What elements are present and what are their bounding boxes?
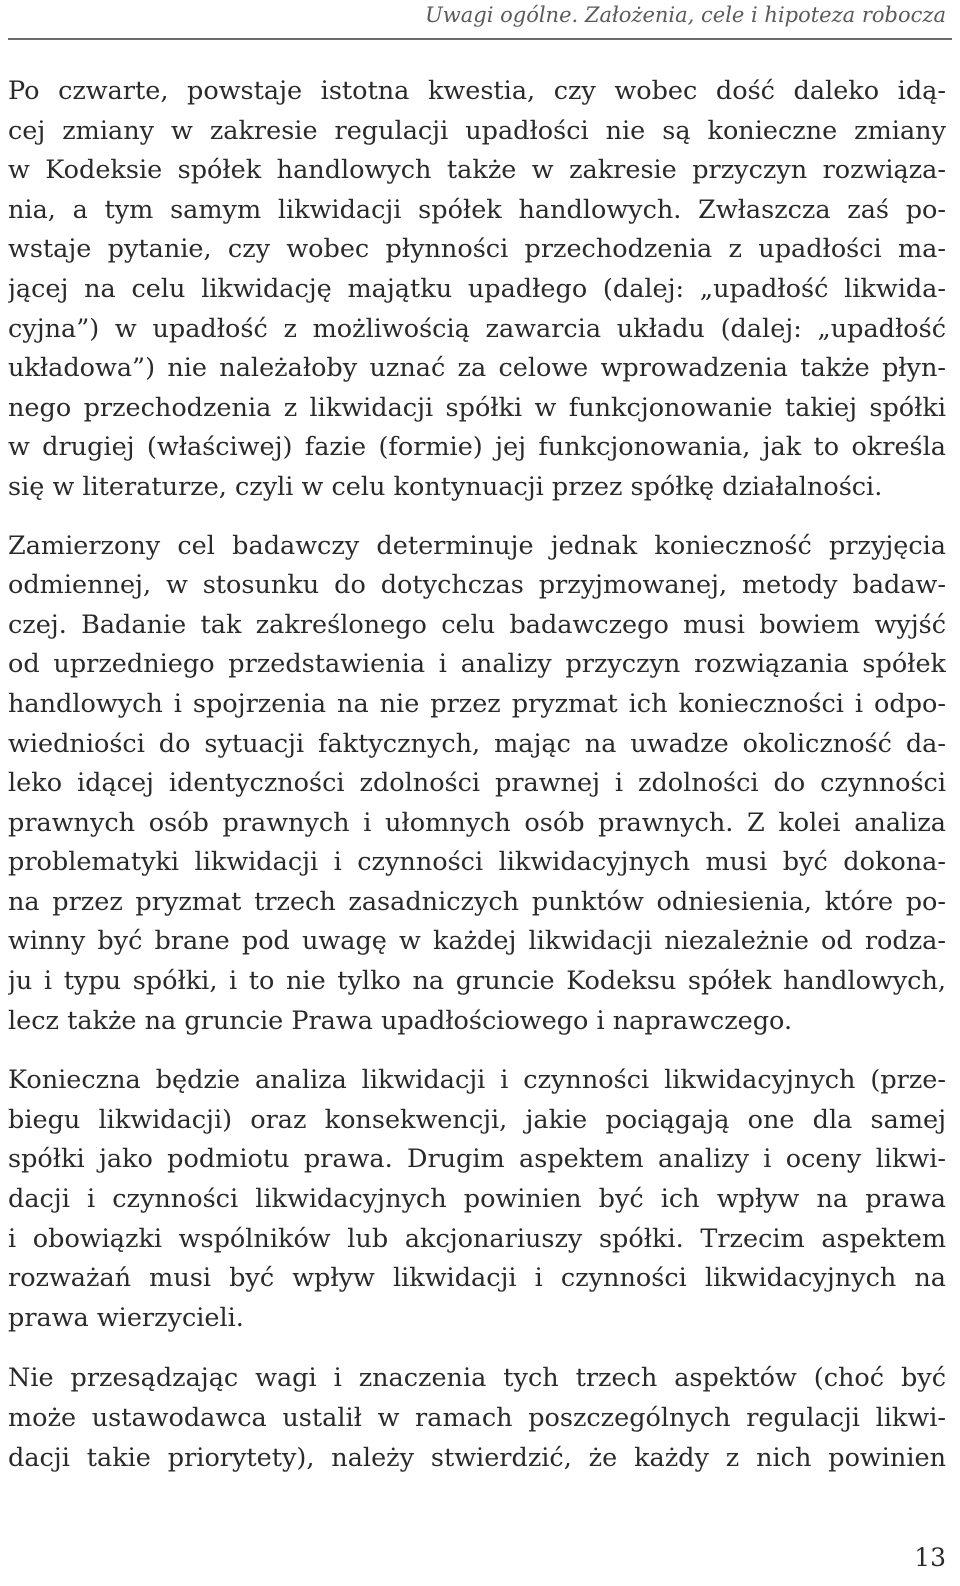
- text-line: jącej na celu likwidację majątku upadłego (dalej: „upadłość likwida-: [8, 273, 946, 304]
- text-line: układowa”) nie należałoby uznać za celowe wprowadzenia także płyn-: [8, 353, 946, 384]
- text-line: handlowych i spojrzenia na nie przez pryzmat ich konieczności i odpo-: [8, 688, 946, 719]
- text-line: nia, a tym samym likwidacji spółek handlowych. Zwłaszcza zaś po-: [8, 194, 946, 225]
- text-line: ju i typu spółki, i to nie tylko na gruncie Kodeksu spółek handlowych,: [8, 966, 946, 997]
- text-line: nego przechodzenia z likwidacji spółki w funkcjonowanie takiej spółki: [8, 392, 946, 423]
- body-text: [8, 72, 946, 1498]
- text-line: Nie przesądzając wagi i znaczenia tych trzech aspektów (choć być: [8, 1363, 946, 1394]
- text-line: biegu likwidacji) oraz konsekwencji, jakie pociągają one dla samej: [8, 1104, 946, 1135]
- text-line: leko idącej identyczności zdolności prawnej i zdolności do czynności: [8, 768, 946, 799]
- text-line: się w literaturze, czyli w celu kontynuacji przez spółkę działalności.: [8, 471, 883, 502]
- text-line: i obowiązki wspólników lub akcjonariuszy spółki. Trzecim aspektem: [8, 1223, 946, 1254]
- text-line: dacji takie priorytety), należy stwierdzić, że każdy z nich powinien: [8, 1442, 946, 1473]
- text-line: wstaje pytanie, czy wobec płynności przechodzenia z upadłości ma-: [8, 234, 946, 265]
- page-number: 13: [914, 1543, 946, 1572]
- text-line: spółki jako podmiotu prawa. Drugim aspektem analizy i oceny likwi-: [8, 1144, 946, 1175]
- paragraph: [8, 1359, 946, 1478]
- text-line: rozważań musi być wpływ likwidacji i czynności likwidacyjnych na: [8, 1263, 946, 1294]
- text-line: wiedniości do sytuacji faktycznych, mając na uwadze okoliczność da-: [8, 728, 946, 759]
- text-line: na przez pryzmat trzech zasadniczych punktów odniesienia, które po-: [8, 886, 946, 917]
- text-line: Konieczna będzie analiza likwidacji i czynności likwidacyjnych (prze-: [8, 1065, 946, 1096]
- text-line: w Kodeksie spółek handlowych także w zakresie przyczyn rozwiąza-: [8, 155, 946, 186]
- text-line: dacji i czynności likwidacyjnych powinien być ich wpływ na prawa: [8, 1184, 946, 1215]
- text-line: cej zmiany w zakresie regulacji upadłości nie są konieczne zmiany: [8, 115, 946, 146]
- text-line: prawa wierzycieli.: [8, 1302, 244, 1333]
- paragraph: [8, 1061, 946, 1338]
- text-line: winny być brane pod uwagę w każdej likwidacji niezależnie od rodza-: [8, 926, 946, 957]
- text-line: Po czwarte, powstaje istotna kwestia, czy wobec dość daleko idą-: [8, 76, 946, 106]
- text-line: Zamierzony cel badawczy determinuje jednak konieczność przyjęcia: [8, 530, 946, 561]
- text-line: lecz także na gruncie Prawa upadłościowego i naprawczego.: [8, 1005, 793, 1036]
- text-line: problematyki likwidacji i czynności likwidacyjnych musi być dokona-: [8, 847, 946, 878]
- running-header: Uwagi ogólne. Założenia, cele i hipoteza robocza: [425, 3, 946, 27]
- text-line: odmiennej, w stosunku do dotychczas przyjmowanej, metody badaw-: [8, 570, 946, 601]
- header-rule: [8, 38, 952, 40]
- paragraph: [8, 527, 946, 1042]
- text-line: czej. Badanie tak zakreślonego celu badawczego musi bowiem wyjść: [8, 609, 946, 640]
- text-line: cyjna”) w upadłość z możliwością zawarcia układu (dalej: „upadłość: [8, 313, 946, 344]
- text-line: prawnych osób prawnych i ułomnych osób prawnych. Z kolei analiza: [8, 807, 946, 838]
- paragraph: [8, 72, 946, 508]
- text-line: może ustawodawca ustalił w ramach poszczególnych regulacji likwi-: [8, 1403, 946, 1433]
- text-line: od uprzedniego przedstawienia i analizy przyczyn rozwiązania spółek: [8, 649, 946, 680]
- text-line: w drugiej (właściwej) fazie (formie) jej funkcjonowania, jak to określa: [8, 432, 946, 463]
